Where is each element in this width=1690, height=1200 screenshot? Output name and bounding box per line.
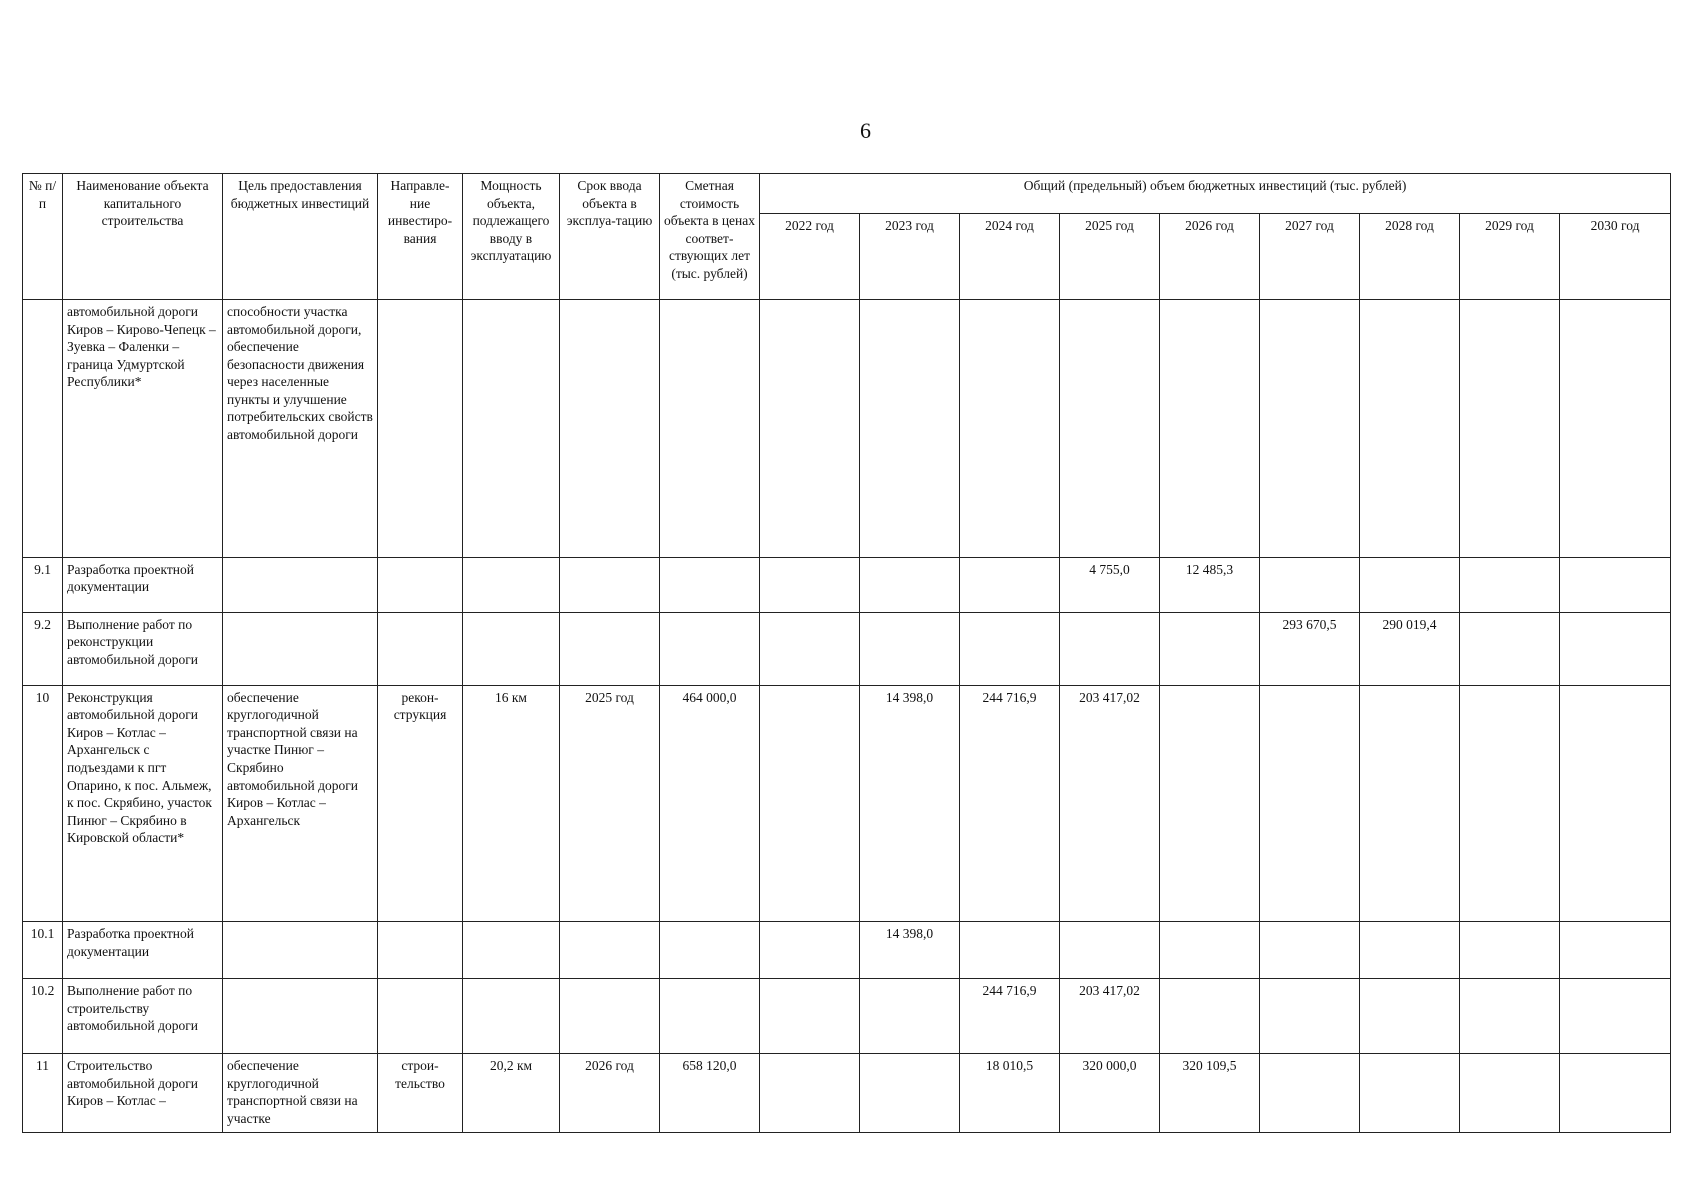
header-year-2029: 2029 год xyxy=(1460,214,1560,300)
object-capacity: 20,2 км xyxy=(463,1054,560,1133)
object-capacity: 16 км xyxy=(463,685,560,921)
investment-goal xyxy=(223,612,378,685)
object-name: автомобильной дороги Киров – Кирово-Чепецк – Зуевка – Фаленки – граница Удмуртской Республики* xyxy=(63,300,223,558)
investment-2024 xyxy=(960,557,1060,612)
investment-2030 xyxy=(1560,557,1671,612)
object-name: Реконструкция автомобильной дороги Киров – Котлас – Архангельск с подъездами к пгт Опарино, к пос. Альмеж, к пос. Скрябино, участок Пинюг – Скрябино в Кировской области* xyxy=(63,685,223,921)
investment-2029 xyxy=(1460,979,1560,1054)
investment-2025: 4 755,0 xyxy=(1060,557,1160,612)
investment-direction xyxy=(378,922,463,979)
estimated-cost xyxy=(660,922,760,979)
investment-2025: 203 417,02 xyxy=(1060,685,1160,921)
investment-direction xyxy=(378,979,463,1054)
investment-2027 xyxy=(1260,922,1360,979)
estimated-cost xyxy=(660,557,760,612)
investment-2025 xyxy=(1060,922,1160,979)
row-number: 9.2 xyxy=(23,612,63,685)
investment-2028 xyxy=(1360,300,1460,558)
object-capacity xyxy=(463,612,560,685)
investment-2029 xyxy=(1460,685,1560,921)
investment-2023: 14 398,0 xyxy=(860,922,960,979)
table-row xyxy=(23,1054,1671,1133)
investment-2029 xyxy=(1460,1054,1560,1133)
investment-2022 xyxy=(760,612,860,685)
page-number: 6 xyxy=(860,118,871,143)
investment-2026 xyxy=(1160,922,1260,979)
investment-2030 xyxy=(1560,979,1671,1054)
row-number: 9.1 xyxy=(23,557,63,612)
investment-2023: 14 398,0 xyxy=(860,685,960,921)
investment-2030 xyxy=(1560,922,1671,979)
table-row xyxy=(23,300,1671,558)
investment-2026 xyxy=(1160,300,1260,558)
table-row xyxy=(23,557,1671,612)
commissioning-term xyxy=(560,979,660,1054)
investment-2028: 290 019,4 xyxy=(1360,612,1460,685)
investment-goal xyxy=(223,557,378,612)
header-year-2025: 2025 год xyxy=(1060,214,1160,300)
investment-2030 xyxy=(1560,1054,1671,1133)
object-name: Выполнение работ по реконструкции автомобильной дороги xyxy=(63,612,223,685)
object-capacity xyxy=(463,922,560,979)
investment-direction xyxy=(378,557,463,612)
investment-goal xyxy=(223,979,378,1054)
header-term: Срок ввода объекта в эксплуа-тацию xyxy=(560,174,660,300)
investment-2030 xyxy=(1560,612,1671,685)
investment-2029 xyxy=(1460,922,1560,979)
commissioning-term xyxy=(560,922,660,979)
header-year-2030: 2030 год xyxy=(1560,214,1671,300)
header-year-2024: 2024 год xyxy=(960,214,1060,300)
table-row xyxy=(23,685,1671,921)
investment-2023 xyxy=(860,300,960,558)
commissioning-term: 2025 год xyxy=(560,685,660,921)
investment-2023 xyxy=(860,1054,960,1133)
header-num: № п/п xyxy=(23,174,63,300)
investment-2024: 244 716,9 xyxy=(960,979,1060,1054)
investment-2024 xyxy=(960,922,1060,979)
investment-2022 xyxy=(760,1054,860,1133)
commissioning-term xyxy=(560,612,660,685)
estimated-cost xyxy=(660,300,760,558)
investment-goal: способности участка автомобильной дороги, обеспечение безопасности движения через населенные пункты и улучшение потребительских свойств автомобильной дороги xyxy=(223,300,378,558)
investment-2026: 320 109,5 xyxy=(1160,1054,1260,1133)
investment-2022 xyxy=(760,300,860,558)
investment-2029 xyxy=(1460,557,1560,612)
investment-2027: 293 670,5 xyxy=(1260,612,1360,685)
investment-2029 xyxy=(1460,612,1560,685)
investment-2028 xyxy=(1360,1054,1460,1133)
row-number xyxy=(23,300,63,558)
object-name: Разработка проектной документации xyxy=(63,922,223,979)
investment-2026 xyxy=(1160,612,1260,685)
investment-2028 xyxy=(1360,557,1460,612)
investment-2027 xyxy=(1260,300,1360,558)
object-name: Разработка проектной документации xyxy=(63,557,223,612)
row-number: 10.2 xyxy=(23,979,63,1054)
estimated-cost xyxy=(660,979,760,1054)
investment-table xyxy=(22,173,1671,1133)
investment-2024 xyxy=(960,612,1060,685)
investment-2024 xyxy=(960,300,1060,558)
table-body xyxy=(23,300,1671,1133)
investment-2026 xyxy=(1160,979,1260,1054)
object-capacity xyxy=(463,300,560,558)
investment-direction: рекон-струкция xyxy=(378,685,463,921)
investment-2022 xyxy=(760,557,860,612)
commissioning-term xyxy=(560,300,660,558)
investment-2030 xyxy=(1560,685,1671,921)
estimated-cost: 658 120,0 xyxy=(660,1054,760,1133)
investment-2027 xyxy=(1260,685,1360,921)
estimated-cost xyxy=(660,612,760,685)
investment-2027 xyxy=(1260,557,1360,612)
header-year-2023: 2023 год xyxy=(860,214,960,300)
investment-direction xyxy=(378,612,463,685)
investment-2025: 320 000,0 xyxy=(1060,1054,1160,1133)
table-row xyxy=(23,612,1671,685)
header-capacity: Мощность объекта, подлежащего вводу в эксплуатацию xyxy=(463,174,560,300)
row-number: 10.1 xyxy=(23,922,63,979)
object-name: Выполнение работ по строительству автомобильной дороги xyxy=(63,979,223,1054)
header-total-investment: Общий (предельный) объем бюджетных инвестиций (тыс. рублей) xyxy=(760,174,1671,214)
investment-2029 xyxy=(1460,300,1560,558)
investment-2026: 12 485,3 xyxy=(1160,557,1260,612)
investment-2022 xyxy=(760,922,860,979)
row-number: 10 xyxy=(23,685,63,921)
row-number: 11 xyxy=(23,1054,63,1133)
investment-2028 xyxy=(1360,685,1460,921)
investment-direction: строи-тельство xyxy=(378,1054,463,1133)
investment-2025: 203 417,02 xyxy=(1060,979,1160,1054)
object-capacity xyxy=(463,557,560,612)
object-capacity xyxy=(463,979,560,1054)
investment-goal xyxy=(223,922,378,979)
investment-2024: 18 010,5 xyxy=(960,1054,1060,1133)
header-year-2027: 2027 год xyxy=(1260,214,1360,300)
header-year-2022: 2022 год xyxy=(760,214,860,300)
table-row xyxy=(23,979,1671,1054)
investment-2023 xyxy=(860,612,960,685)
investment-2022 xyxy=(760,979,860,1054)
investment-goal: обеспечение круглогодичной транспортной связи на участке Пинюг – Скрябино автомобильной дороги Киров – Котлас – Архангельск xyxy=(223,685,378,921)
investment-2025 xyxy=(1060,612,1160,685)
header-goal: Цель предоставления бюджетных инвестиций xyxy=(223,174,378,300)
investment-2027 xyxy=(1260,1054,1360,1133)
investment-2022 xyxy=(760,685,860,921)
header-direction: Направле-ние инвестиро-вания xyxy=(378,174,463,300)
investment-2023 xyxy=(860,979,960,1054)
investment-2028 xyxy=(1360,979,1460,1054)
header-year-2026: 2026 год xyxy=(1160,214,1260,300)
investment-2025 xyxy=(1060,300,1160,558)
investment-2028 xyxy=(1360,922,1460,979)
commissioning-term: 2026 год xyxy=(560,1054,660,1133)
commissioning-term xyxy=(560,557,660,612)
header-year-2028: 2028 год xyxy=(1360,214,1460,300)
header-cost: Сметная стоимость объекта в ценах соответ-ствующих лет (тыс. рублей) xyxy=(660,174,760,300)
investment-2027 xyxy=(1260,979,1360,1054)
investment-2026 xyxy=(1160,685,1260,921)
estimated-cost: 464 000,0 xyxy=(660,685,760,921)
object-name: Строительство автомобильной дороги Киров – Котлас – xyxy=(63,1054,223,1133)
investment-2030 xyxy=(1560,300,1671,558)
table-row xyxy=(23,922,1671,979)
investment-2023 xyxy=(860,557,960,612)
header-name: Наименование объекта капитального строительства xyxy=(63,174,223,300)
investment-2024: 244 716,9 xyxy=(960,685,1060,921)
investment-direction xyxy=(378,300,463,558)
investment-goal: обеспечение круглогодичной транспортной связи на участке xyxy=(223,1054,378,1133)
